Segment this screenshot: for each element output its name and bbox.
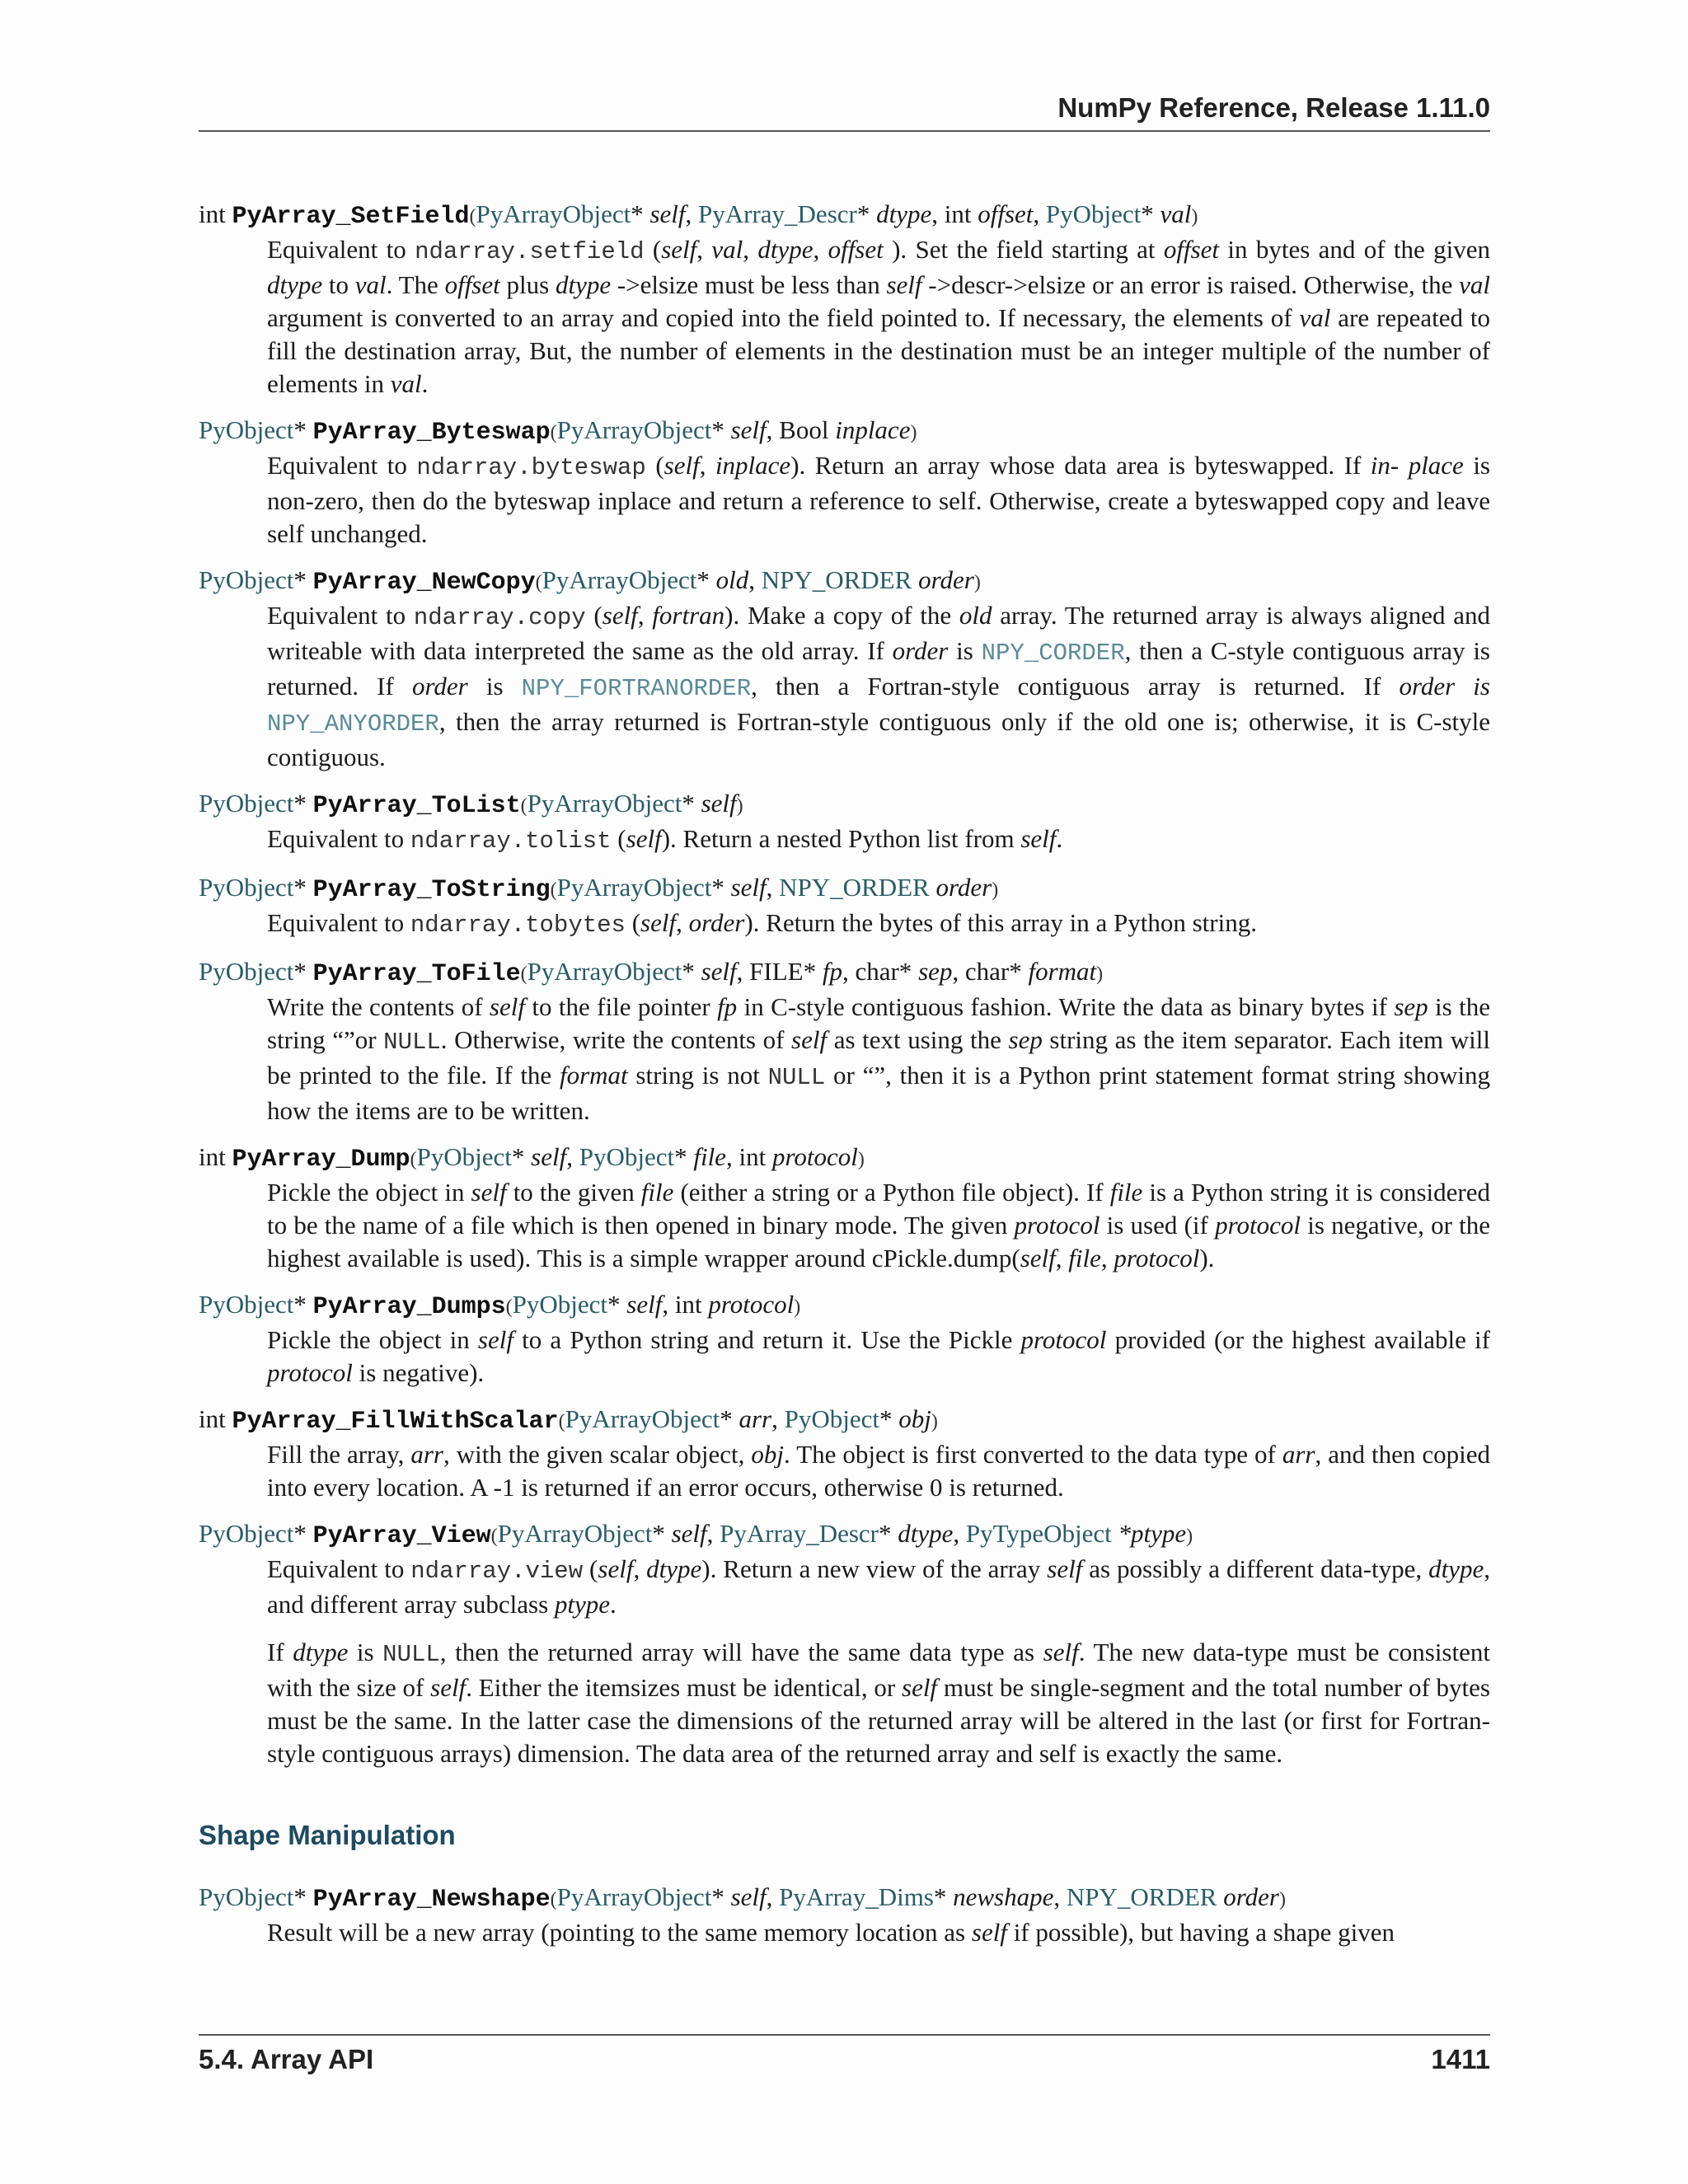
function-description: Equivalent to ndarray.setfield (self, val, dtype, offset ). Set the field starting at offset in bytes and of the given dtype to val. The offset plus dtype ->elsize must be less than self ->descr->elsize or an error is raised. Otherwise, the val argument is converted to an array and copied into the field pointed to. If necessary, the elements of val are repeated to fill the destination array, But, the number of elements in the destination must be an integer multiple of the number of elements in val. <box>267 235 1491 398</box>
type-link[interactable]: PyObject <box>579 1142 675 1171</box>
page-content <box>199 198 1490 1962</box>
function-signature: PyObject* PyArray_ToList(PyArrayObject* self) <box>199 789 743 820</box>
type-link[interactable]: PyArrayObject <box>497 1519 653 1548</box>
constant-link[interactable]: NPY_CORDER <box>981 640 1125 667</box>
type-link[interactable]: PyObject <box>199 1519 294 1548</box>
null-literal: NULL <box>767 1064 826 1091</box>
type-link[interactable]: PyObject <box>784 1404 879 1433</box>
type-link[interactable]: PyArrayObject <box>527 957 682 986</box>
function-entry <box>199 414 1490 551</box>
section-heading: Shape Manipulation <box>199 1820 456 1850</box>
function-entry <box>199 1517 1490 1770</box>
function-description: Result will be a new array (pointing to the same memory location as self if possible), but having a shape given <box>267 1918 1395 1947</box>
function-entry <box>199 1403 1490 1504</box>
function-signature: PyObject* PyArray_NewCopy(PyArrayObject* old, NPY_ORDER order) <box>199 565 981 597</box>
function-entry <box>199 198 1490 401</box>
method-ref: ndarray.setfield <box>415 238 645 265</box>
constant-link[interactable]: NPY_FORTRANORDER <box>521 675 752 702</box>
type-link[interactable]: PyObject <box>199 1290 294 1319</box>
constant-link[interactable]: NPY_ANYORDER <box>267 710 439 738</box>
type-link[interactable]: PyArrayObject <box>527 789 682 818</box>
type-link[interactable]: PyArrayObject <box>476 199 631 228</box>
type-link[interactable]: PyTypeObject <box>965 1519 1112 1548</box>
type-link[interactable]: NPY_ORDER <box>779 873 930 902</box>
function-name: PyArray_NewCopy <box>312 569 536 597</box>
type-link[interactable]: PyObject <box>199 1882 294 1911</box>
page-number: 1411 <box>1431 2044 1490 2074</box>
type-link[interactable]: PyObject <box>512 1290 608 1319</box>
type-link[interactable]: PyArrayObject <box>556 873 712 902</box>
method-ref: ndarray.view <box>410 1558 584 1585</box>
function-name: PyArray_ToFile <box>312 960 521 988</box>
function-entry <box>199 1141 1490 1275</box>
function-description: Equivalent to ndarray.tobytes (self, order). Return the bytes of this array in a Python string. <box>267 908 1257 939</box>
function-signature: PyObject* PyArray_Byteswap(PyArrayObject* self, Bool inplace) <box>199 415 917 447</box>
type-link[interactable]: PyObject <box>199 957 294 986</box>
type-link[interactable]: PyArray_Descr <box>698 199 857 228</box>
type-link[interactable]: PyArrayObject <box>565 1404 720 1433</box>
method-ref: ndarray.copy <box>413 604 586 631</box>
function-description: Fill the array, arr, with the given scalar object, obj. The object is first converted to the data type of arr, and then copied into every location. A -1 is returned if an error occurs, otherwise 0 is returned. <box>267 1440 1490 1502</box>
type-link[interactable]: PyArray_Descr <box>720 1519 879 1548</box>
function-entry <box>199 787 1490 858</box>
null-literal: NULL <box>383 1029 441 1056</box>
function-description: Write the contents of self to the file pointer fp in C-style contiguous fashion. Write the data as binary bytes if sep is the string “”or NULL. Otherwise, write the contents of self as text using the sep string as the item separator. Each item will be printed to the file. If the format string is not NULL or “”, then it is a Python print statement format string showing how the items are to be written. <box>267 992 1490 1125</box>
function-description: Equivalent to ndarray.byteswap (self, inplace). Return an array whose data area is byteswapped. If in- place is non-zero, then do the byteswap inplace and return a reference to self. Otherwise, create a byteswapped copy and leave self unchanged. <box>267 451 1490 548</box>
type-link[interactable]: PyObject <box>199 565 294 594</box>
function-entry <box>199 1881 1490 1949</box>
function-name: PyArray_ToList <box>312 792 521 820</box>
page-footer <box>199 2034 1490 2075</box>
function-name: PyArray_FillWithScalar <box>232 1408 559 1436</box>
method-ref: ndarray.tobytes <box>410 912 626 939</box>
footer-section: 5.4. Array API <box>199 2044 374 2074</box>
function-description: Equivalent to ndarray.view (self, dtype). Return a new view of the array self as possibly a different data-type, dtype, and different array subclass ptype. If dtype is NULL, then the returned array will have the same data type as self. The new data-type must be consistent with the size of self. Either the itemsizes must be identical, or self must be single-segment and the total number of bytes must be the same. In the latter case the dimensions of the returned array will be altered in the last (or first for Fortran-style contiguous arrays) dimension. The data area of the returned array and self is exactly the same. <box>267 1554 1490 1768</box>
method-ref: ndarray.byteswap <box>416 454 646 481</box>
function-name: PyArray_Byteswap <box>312 419 551 447</box>
type-link[interactable]: PyArray_Dims <box>779 1882 934 1911</box>
function-name: PyArray_Newshape <box>312 1886 551 1914</box>
type-link[interactable]: PyArrayObject <box>542 565 697 594</box>
type-link[interactable]: PyObject <box>199 789 294 818</box>
type-link[interactable]: PyObject <box>1045 199 1142 228</box>
function-name: PyArray_Dumps <box>312 1293 506 1321</box>
function-signature: int PyArray_Dump(PyObject* self, PyObject* file, int protocol) <box>199 1142 865 1174</box>
null-literal: NULL <box>382 1641 440 1668</box>
function-description: Equivalent to ndarray.copy (self, fortran). Make a copy of the old array. The returned array is always aligned and writeable with data interpreted the same as the old array. If order is NPY_CORDER, then a C-style contiguous array is returned. If order is NPY_FORTRANORDER, then a Fortran-style contiguous array is returned. If order is NPY_ANYORDER, then the array returned is Fortran-style contiguous only if the old one is; otherwise, it is C-style contiguous. <box>267 601 1491 771</box>
page-header <box>199 92 1490 132</box>
type-link[interactable]: NPY_ORDER <box>761 565 912 594</box>
function-signature: int PyArray_FillWithScalar(PyArrayObject* arr, PyObject* obj) <box>199 1404 938 1436</box>
function-signature: PyObject* PyArray_Newshape(PyArrayObject* self, PyArray_Dims* newshape, NPY_ORDER order) <box>199 1882 1286 1914</box>
type-link[interactable]: PyArrayObject <box>556 1882 712 1911</box>
function-name: PyArray_SetField <box>232 203 470 231</box>
function-entry <box>199 955 1490 1127</box>
function-name: PyArray_View <box>312 1522 491 1550</box>
type-link[interactable]: NPY_ORDER <box>1066 1882 1217 1911</box>
type-link[interactable]: PyObject <box>199 873 294 902</box>
function-description: Pickle the object in self to the given file (either a string or a Python file object). If file is a Python string it is considered to be the name of a file which is then opened in binary mode. The given protocol is used (if protocol is negative, or the highest available is used). This is a simple wrapper around cPickle.dump(self, file, protocol). <box>267 1178 1490 1272</box>
function-description: Equivalent to ndarray.tolist (self). Return a nested Python list from self. <box>267 824 1063 855</box>
function-description: Pickle the object in self to a Python string and return it. Use the Pickle protocol provided (or the highest available if protocol is negative). <box>267 1325 1490 1387</box>
function-entry <box>199 871 1490 942</box>
function-entry <box>199 564 1490 774</box>
type-link[interactable]: PyArrayObject <box>556 415 712 444</box>
function-name: PyArray_Dump <box>232 1146 410 1174</box>
header-title: NumPy Reference, Release 1.11.0 <box>1057 92 1490 123</box>
function-entry <box>199 1288 1490 1390</box>
function-signature: PyObject* PyArray_Dumps(PyObject* self, int protocol) <box>199 1290 801 1321</box>
function-signature: PyObject* PyArray_View(PyArrayObject* self, PyArray_Descr* dtype, PyTypeObject *ptype) <box>199 1519 1193 1550</box>
function-signature: PyObject* PyArray_ToFile(PyArrayObject* self, FILE* fp, char* sep, char* format) <box>199 957 1104 988</box>
function-signature: PyObject* PyArray_ToString(PyArrayObject* self, NPY_ORDER order) <box>199 873 999 904</box>
method-ref: ndarray.tolist <box>410 827 612 855</box>
type-link[interactable]: PyObject <box>199 415 294 444</box>
type-link[interactable]: PyObject <box>416 1142 512 1171</box>
function-name: PyArray_ToString <box>312 876 551 904</box>
function-signature: int PyArray_SetField(PyArrayObject* self, PyArray_Descr* dtype, int offset, PyObject* val) <box>199 199 1198 231</box>
